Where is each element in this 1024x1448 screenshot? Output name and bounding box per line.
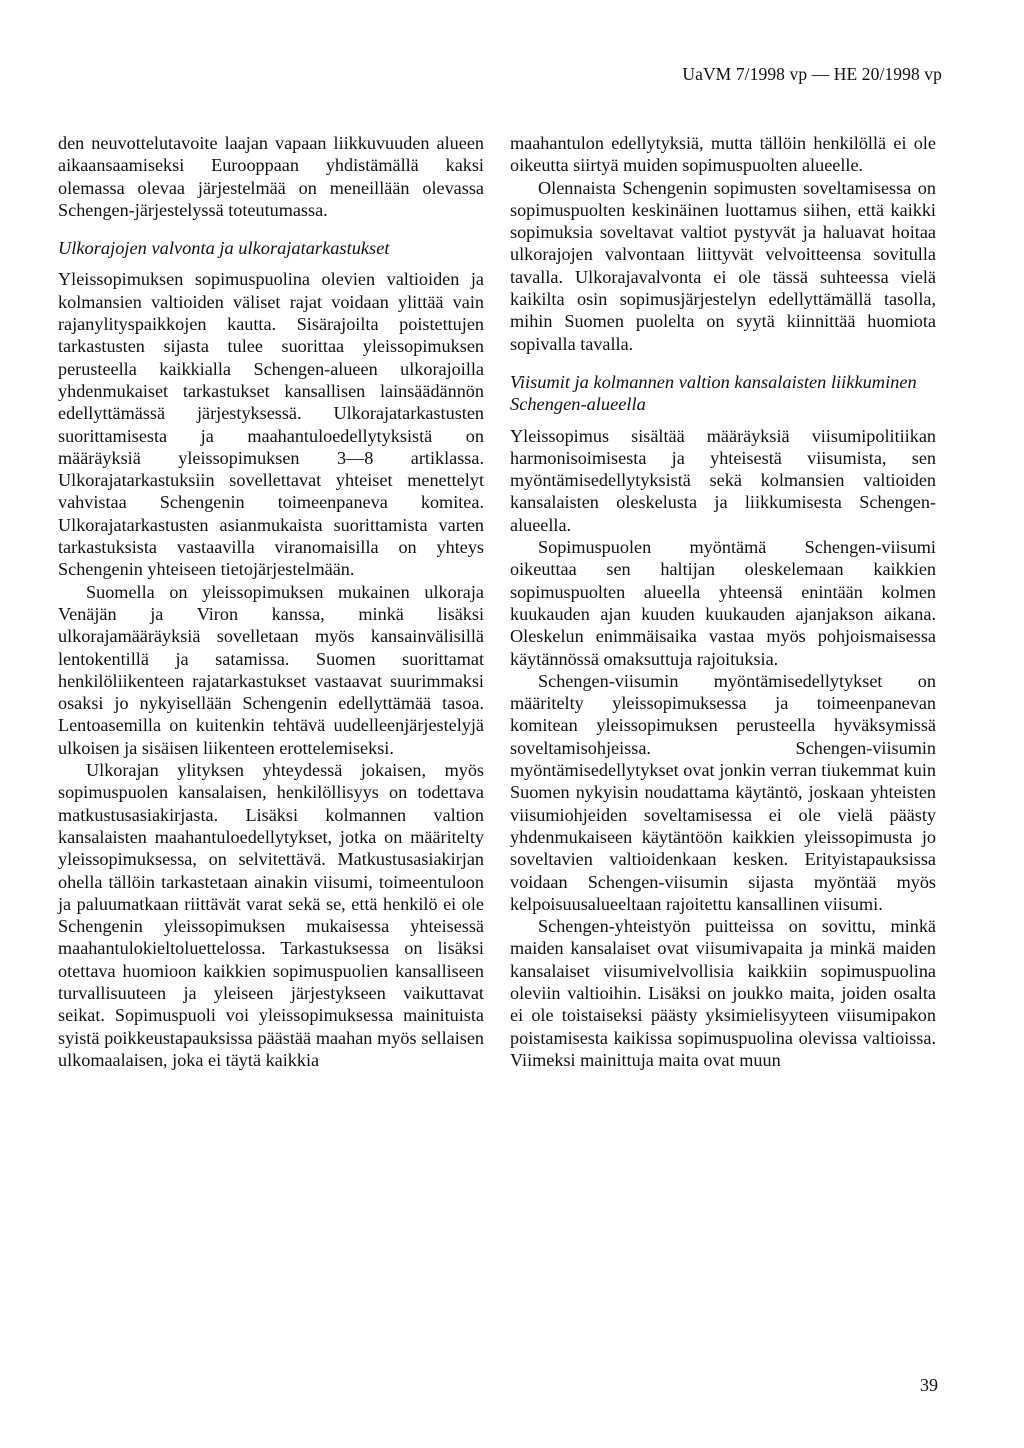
section-heading-visas: Viisumit ja kolmannen valtion kansalaisten liikkuminen Schengen-alueella [510,371,917,415]
paragraph: Yleissopimus sisältää määräyksiä viisumipolitiikan harmonisoimisesta ja yhteisestä viisumista, sen myöntämisedellytyksistä sekä kolmansien valtioiden kansalaisten oleskelusta ja liikkumisesta Schengen-alueella. [510,425,936,535]
paragraph: Olennaista Schengenin sopimusten soveltamisessa on sopimuspuolten keskinäinen luottamus siihen, että kaikki sopimuksia soveltavat valtiot pystyvät ja haluavat hoitaa ulkorajojen valvontaan liittyvät velvoitteensa sovitulla tavalla. Ulkorajavalvonta ei ole tässä suhteessa vielä kaikilta osin sopimusjärjestelyn edellyttämällä tasolla, mihin Suomen puolelta on syytä kiinnittää huomiota sopivalla tavalla. [510,177,936,354]
running-header: UaVM 7/1998 vp — HE 20/1998 vp [682,64,942,84]
left-column [58,132,484,1071]
paragraph-continuation: maahantulon edellytyksiä, mutta tällöin henkilöllä ei ole oikeutta siirtyä muiden sopimuspuolten alueelle. [510,133,936,176]
paragraph: Ulkorajan ylityksen yhteydessä jokaisen, myös sopimuspuolen kansalaisen, henkilöllisyys on todettava matkustusasiakirjasta. Lisäksi kolmannen valtion kansalaisten maahantuloedellytykset, jotka on määritelty yleissopimuksessa, on selvitettävä. Matkustusasiakirjan ohella tällöin tarkastetaan ainakin viisumi, toimeentuloon ja paluumatkaan riittävät varat sekä se, että henkilö ei ole Schengenin yleissopimuksen mukaisessa yhteisessä maahantulokieltoluettelossa. Tarkastuksessa on lisäksi otettava huomioon kaikkien sopimuspuolien kansalliseen turvallisuuteen ja yleiseen järjestykseen vaikuttavat seikat. Sopimuspuoli voi yleissopimuksessa mainituista syistä poikkeustapauksissa päästää maahan myös sellaisen ulkomaalaisen, joka ei täytä kaikkia [58,760,484,1070]
page-number: 39 [920,1375,938,1395]
right-column [510,132,936,1071]
section-heading-external-borders: Ulkorajojen valvonta ja ulkorajatarkastukset [58,238,390,259]
paragraph-continuation: den neuvottelutavoite laajan vapaan liikkuvuuden alueen aikaansaamiseksi Eurooppaan yhdistämällä kaksi olemassa olevaa järjestelmää on meneillään olevassa Schengen-järjestelyssä toteutumassa. [58,133,484,220]
paragraph: Schengen-yhteistyön puitteissa on sovittu, minkä maiden kansalaiset ovat viisumivapaita ja minkä maiden kansalaiset viisumivelvollisia kaikkiin sopimuspuolina oleviin valtioihin. Lisäksi on joukko maita, joiden osalta ei ole toistaiseksi päästy yksimielisyyteen viisumipakon poistamisesta kaikissa sopimuspuolina olevissa valtioissa. Viimeksi mainittuja maita ovat muun [510,916,936,1070]
paragraph: Schengen-viisumin myöntämisedellytykset on määritelty yleissopimuksessa ja toimeenpanevan komitean yleissopimuksen perusteella hyväksymissä soveltamisohjeissa. Schengen-viisumin myöntämisedellytykset ovat jonkin verran tiukemmat kuin Suomen nykyisin noudattama käytäntö, joskaan yhteisten viisumiohjeiden soveltamisessa ei ole vielä päästy yhdenmukaiseen käytäntöön kaikkien yleissopimusta jo soveltavien valtioidenkaan kesken. Erityistapauksissa voidaan Schengen-viisumin sijasta myöntää myös kelpoisuusalueeltaan rajoitettu kansallinen viisumi. [510,670,936,914]
paragraph: Sopimuspuolen myöntämä Schengen-viisumi oikeuttaa sen haltijan oleskelemaan kaikkien sopimuspuolten alueella yhteensä enintään kolmen kuukauden ajan kuuden kuukauden ajanjakson aikana. Oleskelun enimmäisaika vastaa myös pohjoismaisessa käytännössä omaksuttuja rajoituksia. [510,537,936,669]
paragraph: Yleissopimuksen sopimuspuolina olevien valtioiden ja kolmansien valtioiden väliset rajat voidaan ylittää vain rajanylityspaikkojen kautta. Sisärajoilta poistettujen tarkastusten sijasta tulee suorittaa yleissopimuksen perusteella kaikkialla Schengen-alueen ulkorajoilla yhdenmukaiset tarkastukset kansallisen lainsäädännön edellyttämässä järjestyksessä. Ulkorajatarkastusten suorittamisesta ja maahantuloedellytyksistä on määräyksiä yleissopimuksen 3—8 artiklassa. Ulkorajatarkastuksiin sovellettavat yhteiset menettelyt vahvistaa Schengenin toimeenpaneva komitea. Ulkorajatarkastusten asianmukaista suorittamista varten tarkastuksista vastaavilla viranomaisilla on yhteys Schengenin yhteiseen tietojärjestelmään. [58,269,484,580]
paragraph: Suomella on yleissopimuksen mukainen ulkoraja Venäjän ja Viron kanssa, minkä lisäksi ulkorajamääräyksiä sovelletaan myös kansainvälisillä lentokentillä ja satamissa. Suomen suorittamat henkilöliikenteen rajatarkastukset vastaavat suurimmaksi osaksi jo nykyisellään Schengenin edellyttämää tasoa. Lentoasemilla on kuitenkin tehtävä uudelleenjärjestelyjä ulkoisen ja sisäisen liikenteen erottelemiseksi. [58,581,484,758]
